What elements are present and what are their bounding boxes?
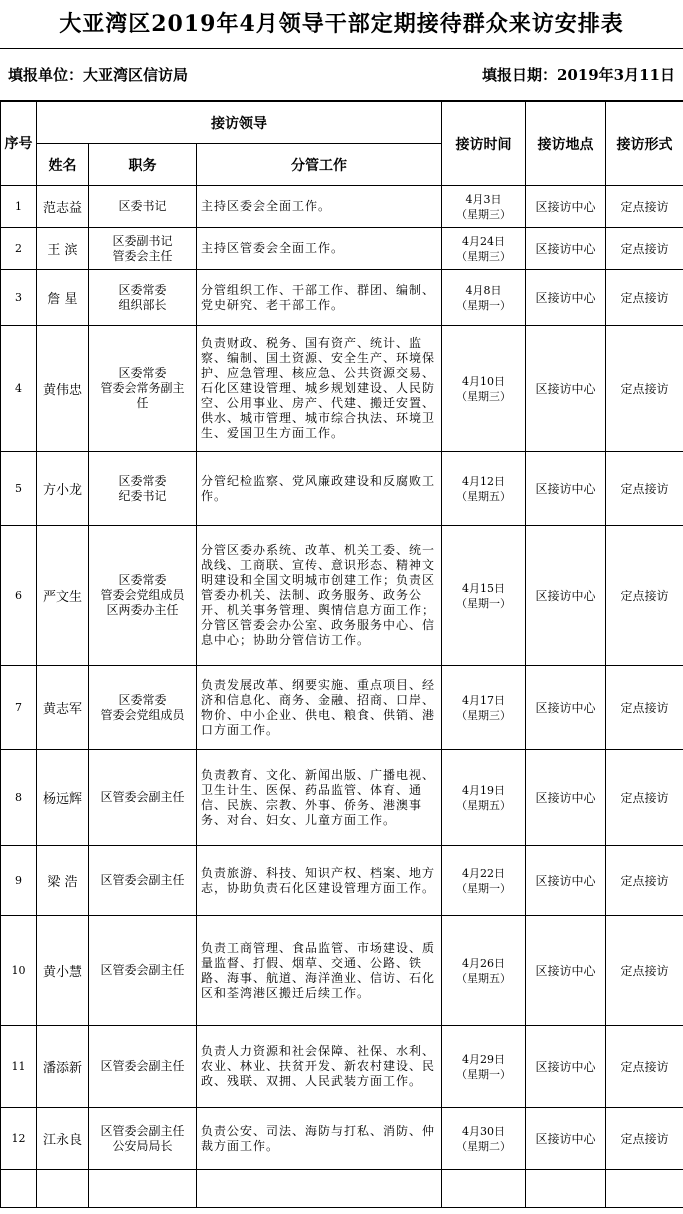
row-place: 区接访中心 bbox=[526, 1108, 606, 1170]
row-time bbox=[442, 1108, 526, 1170]
row-date: 4月19日 bbox=[462, 783, 506, 797]
header-seq: 序号 bbox=[1, 102, 37, 186]
row-seq: 7 bbox=[1, 666, 37, 750]
header-leader-group: 接访领导 bbox=[37, 102, 442, 144]
row-place: 区接访中心 bbox=[526, 452, 606, 526]
row-position-line: 管委会主任 bbox=[112, 248, 173, 263]
table-row bbox=[1, 326, 683, 452]
table-row bbox=[1, 186, 683, 228]
row-form: 定点接访 bbox=[606, 1026, 683, 1108]
row-position-line: 区委常委 bbox=[118, 573, 167, 587]
row-duty: 负责旅游、科技、知识产权、档案、地方志，协助负责石化区建设管理方面工作。 bbox=[197, 846, 442, 916]
row-place: 区接访中心 bbox=[526, 270, 606, 326]
row-position bbox=[89, 326, 197, 452]
row-weekday: （星期一） bbox=[456, 298, 512, 312]
row-position-line: 区管委会副主任 bbox=[100, 1123, 185, 1138]
row-seq: 1 bbox=[1, 186, 37, 228]
row-duty: 负责公安、司法、海防与打私、消防、仲裁方面工作。 bbox=[197, 1108, 442, 1170]
row-seq: 5 bbox=[1, 452, 37, 526]
row-position-line: 区委常委 bbox=[118, 473, 167, 488]
row-seq: 11 bbox=[1, 1026, 37, 1108]
row-position bbox=[89, 1026, 197, 1108]
row-seq: 8 bbox=[1, 750, 37, 846]
row-position-line: 区委常委 bbox=[118, 692, 167, 707]
row-position-line: 区管委会副主任 bbox=[100, 1059, 185, 1073]
row-position bbox=[89, 452, 197, 526]
row-name: 方小龙 bbox=[37, 452, 89, 526]
row-duty: 主持区委会全面工作。 bbox=[197, 186, 442, 228]
header-place: 接访地点 bbox=[526, 102, 606, 186]
row-date: 4月3日 bbox=[465, 192, 502, 206]
row-position-line: 区委副书记 bbox=[112, 233, 173, 248]
header-form: 接访形式 bbox=[606, 102, 683, 186]
row-duty: 分管组织工作、干部工作、群团、编制、党史研究、老干部工作。 bbox=[197, 270, 442, 326]
table-row bbox=[1, 228, 683, 270]
row-seq: 12 bbox=[1, 1108, 37, 1170]
row-position-line: 管委会党组成员 bbox=[100, 588, 185, 602]
row-form: 定点接访 bbox=[606, 916, 683, 1026]
report-meta bbox=[0, 49, 683, 101]
row-form: 定点接访 bbox=[606, 846, 683, 916]
row-weekday: （星期五） bbox=[456, 971, 512, 985]
row-duty: 负责教育、文化、新闻出版、广播电视、卫生计生、医保、药品监管、体育、通信、民族、宗教、外事、侨务、港澳事务、对台、妇女、儿童方面工作。 bbox=[197, 750, 442, 846]
row-duty: 负责人力资源和社会保障、社保、水利、农业、林业、扶贫开发、新农村建设、民政、残联、双拥、人民武装方面工作。 bbox=[197, 1026, 442, 1108]
row-position-line: 管委会党组成员 bbox=[100, 707, 185, 722]
row-place: 区接访中心 bbox=[526, 1026, 606, 1108]
row-position bbox=[89, 270, 197, 326]
row-position-line: 区管委会副主任 bbox=[100, 873, 185, 887]
row-position bbox=[89, 846, 197, 916]
row-weekday: （星期二） bbox=[456, 1139, 512, 1153]
row-date: 4月29日 bbox=[462, 1052, 506, 1066]
row-time bbox=[442, 526, 526, 666]
row-seq: 6 bbox=[1, 526, 37, 666]
row-form: 定点接访 bbox=[606, 270, 683, 326]
row-weekday: （星期五） bbox=[456, 798, 512, 812]
row-seq: 3 bbox=[1, 270, 37, 326]
row-date: 4月15日 bbox=[462, 581, 506, 595]
row-form: 定点接访 bbox=[606, 666, 683, 750]
row-time bbox=[442, 750, 526, 846]
row-form: 定点接访 bbox=[606, 750, 683, 846]
row-name: 詹 星 bbox=[37, 270, 89, 326]
row-position bbox=[89, 526, 197, 666]
row-form: 定点接访 bbox=[606, 526, 683, 666]
row-weekday: （星期三） bbox=[456, 249, 512, 263]
row-duty: 负责工商管理、食品监管、市场建设、质量监督、打假、烟草、交通、公路、铁路、海事、航道、海洋渔业、信访、石化区和荃湾港区搬迁后续工作。 bbox=[197, 916, 442, 1026]
header-name: 姓名 bbox=[37, 144, 89, 186]
row-form: 定点接访 bbox=[606, 1108, 683, 1170]
row-duty: 负责发展改革、纲要实施、重点项目、经济和信息化、商务、金融、招商、口岸、物价、中小企业、供电、粮食、供销、港口方面工作。 bbox=[197, 666, 442, 750]
row-date: 4月26日 bbox=[462, 956, 506, 970]
row-name: 王 滨 bbox=[37, 228, 89, 270]
row-time bbox=[442, 270, 526, 326]
row-form: 定点接访 bbox=[606, 228, 683, 270]
row-position bbox=[89, 1108, 197, 1170]
row-date: 4月10日 bbox=[462, 374, 506, 388]
row-form: 定点接访 bbox=[606, 452, 683, 526]
row-place: 区接访中心 bbox=[526, 666, 606, 750]
row-date: 4月30日 bbox=[462, 1124, 506, 1138]
row-position-line: 区委常委 bbox=[118, 366, 167, 380]
row-position bbox=[89, 186, 197, 228]
row-position-line: 区委书记 bbox=[118, 199, 167, 213]
row-name: 严文生 bbox=[37, 526, 89, 666]
row-duty: 分管纪检监察、党风廉政建设和反腐败工作。 bbox=[197, 452, 442, 526]
row-name: 杨远辉 bbox=[37, 750, 89, 846]
row-date: 4月24日 bbox=[462, 234, 506, 248]
row-date: 4月8日 bbox=[465, 283, 502, 297]
table-row bbox=[1, 526, 683, 666]
table-row bbox=[1, 666, 683, 750]
row-position-line: 纪委书记 bbox=[118, 488, 167, 503]
row-position bbox=[89, 916, 197, 1026]
row-weekday: （星期五） bbox=[456, 489, 512, 503]
table-row bbox=[1, 846, 683, 916]
row-duty: 分管区委办系统、改革、机关工委、统一战线、工商联、宣传、意识形态、精神文明建设和全国文明城市创建工作；负责区管委办机关、法制、政务服务、政务公开、机关事务管理、舆情信息方面工作；分管区管委会办公室、政务服务中心、信息中心；协助分管信访工作。 bbox=[197, 526, 442, 666]
row-name: 黄志军 bbox=[37, 666, 89, 750]
row-name: 黄小慧 bbox=[37, 916, 89, 1026]
header-time: 接访时间 bbox=[442, 102, 526, 186]
row-place: 区接访中心 bbox=[526, 750, 606, 846]
row-position-line: 区两委办主任 bbox=[106, 603, 179, 617]
row-seq: 2 bbox=[1, 228, 37, 270]
row-time bbox=[442, 228, 526, 270]
row-time bbox=[442, 1026, 526, 1108]
row-date: 4月17日 bbox=[462, 693, 506, 707]
table-row bbox=[1, 916, 683, 1026]
row-duty: 主持区管委会全面工作。 bbox=[197, 228, 442, 270]
row-position-line: 任 bbox=[136, 396, 149, 410]
row-place: 区接访中心 bbox=[526, 916, 606, 1026]
page-title: 大亚湾区2019年4月领导干部定期接待群众来访安排表 bbox=[0, 0, 683, 49]
row-position-line: 区管委会副主任 bbox=[100, 963, 185, 977]
row-time bbox=[442, 186, 526, 228]
row-seq: 4 bbox=[1, 326, 37, 452]
report-date: 填报日期：2019年3月11日 bbox=[481, 66, 675, 84]
table-row bbox=[1, 270, 683, 326]
row-position-line: 组织部长 bbox=[118, 297, 167, 312]
row-time bbox=[442, 846, 526, 916]
row-date: 4月22日 bbox=[462, 866, 506, 880]
row-position-line: 区管委会副主任 bbox=[100, 790, 185, 804]
row-weekday: （星期三） bbox=[456, 389, 512, 403]
row-position-line: 管委会常务副主 bbox=[100, 381, 185, 395]
table-row bbox=[1, 1108, 683, 1170]
row-time bbox=[442, 452, 526, 526]
row-position bbox=[89, 228, 197, 270]
row-name: 范志益 bbox=[37, 186, 89, 228]
row-place: 区接访中心 bbox=[526, 326, 606, 452]
table-row bbox=[1, 452, 683, 526]
row-time bbox=[442, 326, 526, 452]
row-weekday: （星期三） bbox=[456, 207, 512, 221]
row-duty: 负责财政、税务、国有资产、统计、监察、编制、国土资源、安全生产、环境保护、应急管理、核应急、公共资源交易、石化区建设管理、城乡规划建设、人民防空、公用事业、房产、代建、搬迁安置、供水、城市管理、城市综合执法、环境卫生、爱国卫生方面工作。 bbox=[197, 326, 442, 452]
table-row bbox=[1, 1026, 683, 1108]
row-place: 区接访中心 bbox=[526, 846, 606, 916]
row-weekday: （星期一） bbox=[456, 1067, 512, 1081]
row-name: 江永良 bbox=[37, 1108, 89, 1170]
row-weekday: （星期三） bbox=[456, 708, 512, 722]
row-form: 定点接访 bbox=[606, 326, 683, 452]
row-position bbox=[89, 666, 197, 750]
header-position: 职务 bbox=[89, 144, 197, 186]
row-time bbox=[442, 666, 526, 750]
row-name: 梁 浩 bbox=[37, 846, 89, 916]
report-unit: 填报单位：大亚湾区信访局 bbox=[8, 66, 189, 84]
empty-row bbox=[1, 1170, 683, 1208]
row-place: 区接访中心 bbox=[526, 186, 606, 228]
row-position-line: 区委常委 bbox=[118, 282, 167, 297]
row-form: 定点接访 bbox=[606, 186, 683, 228]
row-name: 黄伟忠 bbox=[37, 326, 89, 452]
schedule-table bbox=[0, 101, 683, 1208]
row-date: 4月12日 bbox=[462, 474, 506, 488]
table-row bbox=[1, 750, 683, 846]
row-position bbox=[89, 750, 197, 846]
row-seq: 10 bbox=[1, 916, 37, 1026]
row-time bbox=[442, 916, 526, 1026]
header-duty: 分管工作 bbox=[197, 144, 442, 186]
row-position-line: 公安局局长 bbox=[112, 1138, 173, 1153]
row-place: 区接访中心 bbox=[526, 526, 606, 666]
row-weekday: （星期一） bbox=[456, 596, 512, 610]
row-seq: 9 bbox=[1, 846, 37, 916]
row-name: 潘添新 bbox=[37, 1026, 89, 1108]
row-weekday: （星期一） bbox=[456, 881, 512, 895]
row-place: 区接访中心 bbox=[526, 228, 606, 270]
